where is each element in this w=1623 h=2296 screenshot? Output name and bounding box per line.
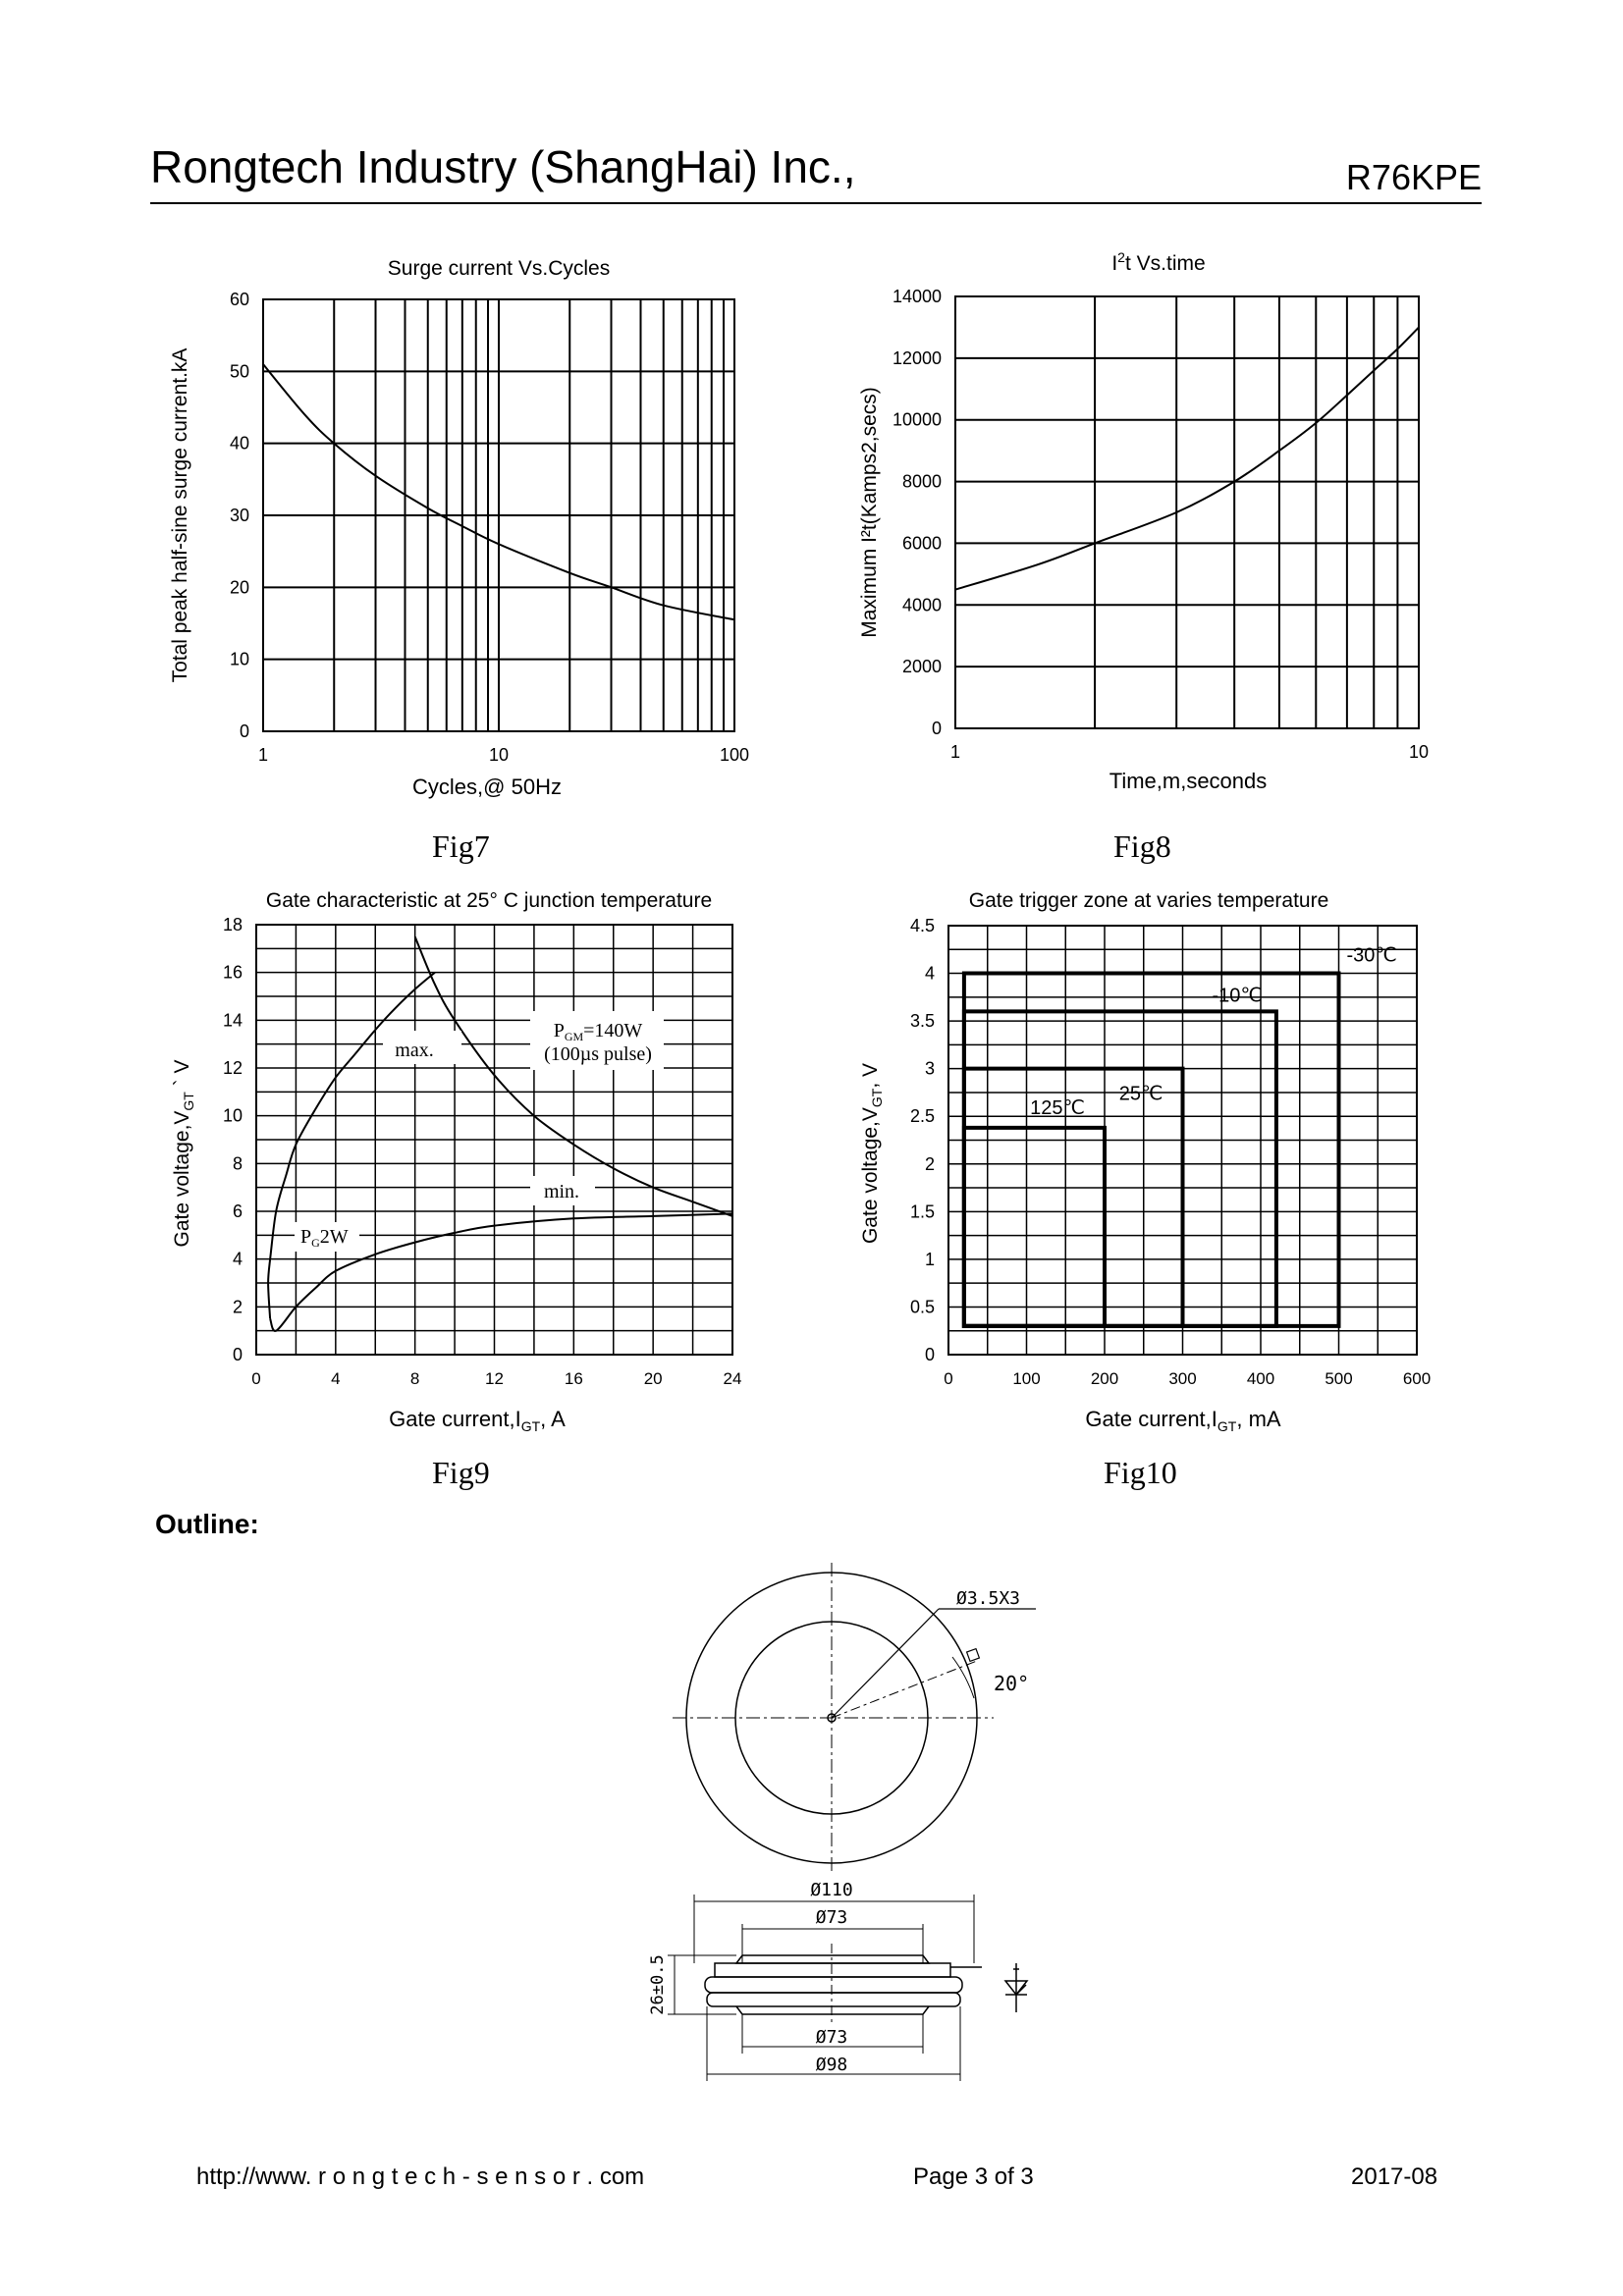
fig10-zone-label-2: 25℃ xyxy=(1118,1083,1163,1105)
fig8-chart xyxy=(844,245,1453,815)
f8-y-tick: 0 xyxy=(931,719,942,738)
fig9-min-label: min. xyxy=(543,1181,580,1202)
f10-x-tick: 500 xyxy=(1325,1369,1353,1388)
fig7-xlabel: Cycles,@ 50Hz xyxy=(412,774,562,799)
f10-x-tick: 0 xyxy=(944,1369,953,1388)
fig7-grid xyxy=(263,299,734,731)
fig9-title: Gate characteristic at 25° C junction temperature xyxy=(265,889,713,912)
housing-upper xyxy=(705,1977,962,1993)
f9-y-tick: 0 xyxy=(232,1345,243,1364)
dim-73-bottom: Ø73 xyxy=(815,2027,848,2048)
f8-y-tick: 4000 xyxy=(901,595,942,615)
fig7-label: Fig7 xyxy=(432,828,490,864)
thyristor-symbol-icon xyxy=(1005,1963,1027,2012)
fig9-label: Fig9 xyxy=(432,1455,490,1490)
f9-y-tick: 14 xyxy=(222,1010,243,1031)
f9-x-tick: 16 xyxy=(564,1369,583,1388)
fig8-frame xyxy=(955,296,1419,728)
fig8-grid xyxy=(955,296,1419,728)
fig9-grid xyxy=(256,925,732,1355)
f9-y-tick: 8 xyxy=(232,1153,243,1174)
f7-x-tick: 100 xyxy=(719,745,750,765)
f7-y-tick: 30 xyxy=(229,506,249,525)
f10-x-tick: 400 xyxy=(1246,1369,1275,1388)
fig9-pg-label: $P_G2W$ xyxy=(300,1226,349,1250)
fig10-zone-3 xyxy=(964,1128,1105,1326)
f7-y-tick: 40 xyxy=(229,433,249,454)
f9-x-tick: 8 xyxy=(409,1369,420,1388)
f7-x-tick: 10 xyxy=(488,745,510,765)
f9-x-tick: 20 xyxy=(643,1369,663,1388)
angle-line xyxy=(832,1661,977,1718)
fig10-y-ticks xyxy=(910,916,935,1364)
dim-73-top: Ø73 xyxy=(815,1907,848,1928)
f9-x-tick: 4 xyxy=(331,1369,341,1388)
fig10-chart xyxy=(844,874,1453,1443)
fig8-ylabel: Maximum I²t(Kamps2,secs) xyxy=(858,387,881,638)
f9-y-tick: 4 xyxy=(232,1249,243,1269)
fig8-x-ticks xyxy=(950,742,1429,762)
f7-x-tick: 1 xyxy=(257,745,269,765)
fig7-title: Surge current Vs.Cycles xyxy=(387,257,611,280)
fig9-y-ticks xyxy=(223,915,243,1364)
top-pole xyxy=(736,1955,929,1963)
fig10-zones xyxy=(964,945,1397,1326)
fig10-zone-label-0: -30℃ xyxy=(1346,944,1397,967)
f9-y-tick: 6 xyxy=(232,1201,243,1221)
f8-y-tick: 10000 xyxy=(892,409,942,430)
dim-110: Ø110 xyxy=(810,1880,853,1900)
footer-date: 2017-08 xyxy=(1351,2163,1438,2190)
model-number: R76KPE xyxy=(1345,157,1482,197)
f7-y-tick: 0 xyxy=(239,721,249,741)
f10-x-tick: 300 xyxy=(1168,1369,1197,1388)
fig8-title: $I^2t$ Vs.time xyxy=(1111,249,1206,275)
gate-tab xyxy=(967,1649,980,1662)
dim-height: 26±0.5 xyxy=(648,1954,668,2015)
fig9-pgm-label: $P_{GM}=140W$ xyxy=(553,1020,643,1043)
f8-y-tick: 12000 xyxy=(892,347,942,368)
fig9-pulse-label: (100µs pulse) xyxy=(544,1043,652,1065)
company-name: Rongtech Industry (ShangHai) Inc., xyxy=(150,141,856,192)
fig7-y-ticks xyxy=(230,290,249,741)
fig7-chart xyxy=(157,245,766,815)
f10-y-tick: 0.5 xyxy=(909,1297,935,1317)
f9-x-tick: 0 xyxy=(251,1369,261,1388)
bottom-pole xyxy=(736,2006,929,2014)
f7-y-tick: 20 xyxy=(229,577,249,598)
f9-y-tick: 18 xyxy=(222,915,243,934)
fig9-x-ticks xyxy=(251,1369,741,1388)
f7-y-tick: 10 xyxy=(229,649,249,669)
fig8-i2t-curve xyxy=(955,327,1419,589)
fig8-y-ticks xyxy=(893,287,942,738)
f9-x-tick: 12 xyxy=(485,1369,504,1388)
f10-y-tick: 1.5 xyxy=(909,1201,935,1222)
f10-x-tick: 200 xyxy=(1090,1369,1119,1388)
f10-x-tick: 600 xyxy=(1402,1369,1432,1388)
outline-top-view xyxy=(673,1563,1036,1875)
fig9-chart xyxy=(157,874,766,1443)
f10-y-tick: 3 xyxy=(924,1058,935,1079)
f10-y-tick: 1 xyxy=(924,1249,935,1269)
f10-y-tick: 0 xyxy=(924,1345,935,1364)
fig10-zone-1 xyxy=(964,1011,1276,1325)
f8-y-tick: 2000 xyxy=(901,657,942,677)
fig10-xlabel: Gate $current,I_{GT}$, mA xyxy=(1085,1407,1281,1434)
hole-dim: Ø3.5X3 xyxy=(956,1588,1021,1609)
fig9-max-label: max. xyxy=(395,1040,434,1061)
fig8-label: Fig8 xyxy=(1113,828,1171,864)
fig10-x-ticks xyxy=(944,1369,1431,1388)
f10-y-tick: 4 xyxy=(924,963,935,984)
fig10-zone-0 xyxy=(964,974,1339,1326)
fig9-xlabel: Gate $current,I_{GT}$, A xyxy=(389,1407,566,1434)
footer-page: Page 3 of 3 xyxy=(913,2163,1034,2190)
fig10-title: Gate trigger zone at varies temperature xyxy=(968,889,1329,912)
fig9-ylabel: Gate $voltage,V_{GT}$ ` V xyxy=(171,1059,196,1248)
f9-y-tick: 2 xyxy=(232,1297,243,1317)
f8-y-tick: 8000 xyxy=(901,471,942,492)
fig10-zone-label-1: -10℃ xyxy=(1212,985,1263,1007)
f10-x-tick: 100 xyxy=(1012,1369,1041,1388)
f7-y-tick: 50 xyxy=(229,361,249,382)
f9-y-tick: 10 xyxy=(222,1105,243,1126)
upper-flange xyxy=(715,1963,950,1977)
f10-y-tick: 3.5 xyxy=(909,1011,935,1032)
f9-y-tick: 12 xyxy=(222,1058,243,1078)
f10-y-tick: 2 xyxy=(924,1153,935,1174)
fig8-xlabel: Time,m,seconds xyxy=(1109,769,1268,793)
f8-x-tick: 1 xyxy=(949,742,961,762)
fig10-label: Fig10 xyxy=(1104,1455,1177,1490)
fig10-zone-label-3: 125℃ xyxy=(1030,1096,1085,1119)
fig10-ylabel: Gate $voltage,V_{GT}$, V xyxy=(859,1062,885,1245)
f7-y-tick: 60 xyxy=(229,290,249,309)
f8-y-tick: 14000 xyxy=(892,287,942,306)
fig9-left-boundary xyxy=(268,1259,270,1319)
angle-dim: 20° xyxy=(994,1672,1030,1695)
outline-title: Outline: xyxy=(155,1509,259,1539)
fig7-x-ticks xyxy=(258,745,749,765)
f9-x-tick: 24 xyxy=(723,1369,742,1388)
f10-y-tick: 2.5 xyxy=(909,1106,935,1127)
outline-drawing xyxy=(628,1551,1080,2120)
header-rule xyxy=(150,202,1482,204)
fig7-ylabel: Total peak half-sine surge current.kA xyxy=(169,347,191,683)
f10-y-tick: 4.5 xyxy=(909,916,935,935)
housing-lower xyxy=(707,1993,960,2006)
dim-98: Ø98 xyxy=(815,2055,848,2075)
f8-x-tick: 10 xyxy=(1408,742,1430,762)
f9-y-tick: 16 xyxy=(222,962,243,983)
hole-leader xyxy=(832,1609,939,1718)
f8-y-tick: 6000 xyxy=(901,533,942,554)
footer-url[interactable]: http://www. r o n g t e c h - s e n s o r . com xyxy=(196,2163,645,2190)
